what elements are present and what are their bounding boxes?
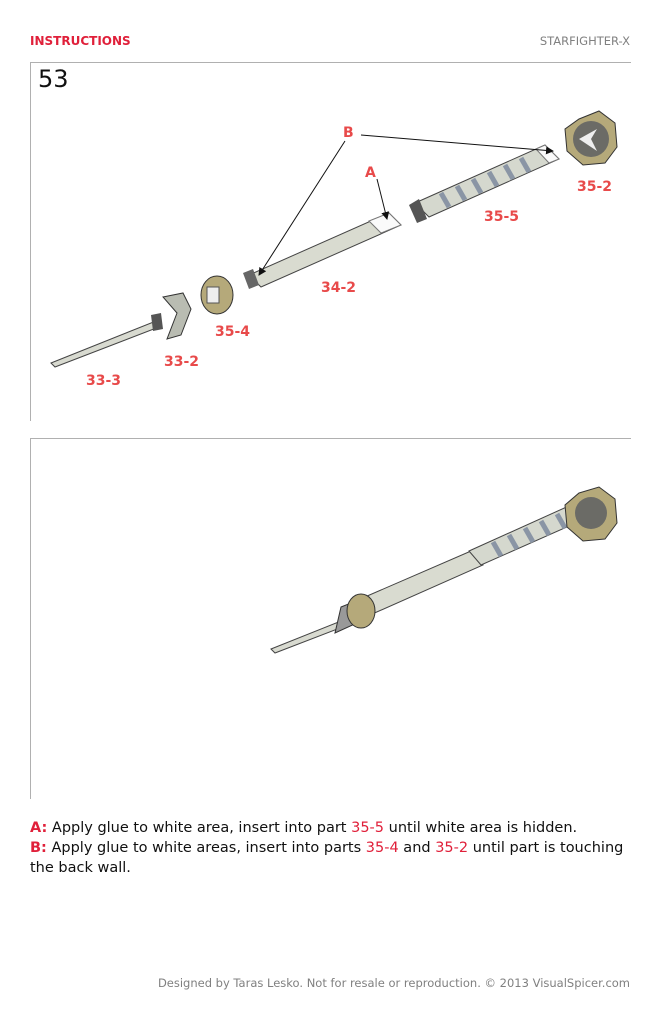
model-title: STARFIGHTER-X bbox=[539, 34, 630, 48]
part-35-4 bbox=[201, 276, 233, 314]
part-ref-35-5: 35-5 bbox=[351, 820, 385, 836]
instruction-a-text: Apply glue to white area, insert into part bbox=[47, 820, 352, 836]
instruction-b-and: and bbox=[398, 840, 436, 856]
assembled-part bbox=[271, 487, 617, 653]
step-number: 53 bbox=[38, 65, 69, 93]
label-33-3: 33-3 bbox=[86, 373, 122, 389]
arrow-a bbox=[377, 179, 387, 219]
footer-copyright: Designed by Taras Lesko. Not for resale or reproduction. © 2013 VisualSpicer.com bbox=[157, 976, 630, 990]
instruction-a bbox=[30, 818, 630, 838]
label-33-2: 33-2 bbox=[164, 354, 200, 370]
instruction-b-text-end: until part is touching the back wall. bbox=[30, 840, 624, 876]
section-header: INSTRUCTIONS bbox=[30, 34, 131, 48]
part-35-2 bbox=[565, 111, 617, 165]
label-34-2: 34-2 bbox=[321, 280, 357, 296]
arrow-b-to-35-2 bbox=[361, 135, 553, 151]
instruction-a-text-end: until white area is hidden. bbox=[384, 820, 578, 836]
part-33-2 bbox=[163, 293, 191, 339]
instruction-b bbox=[30, 838, 630, 878]
label-35-5: 35-5 bbox=[484, 209, 520, 225]
instruction-b-key: B: bbox=[30, 840, 47, 856]
step-panel-exploded bbox=[30, 62, 631, 421]
label-35-2: 35-2 bbox=[577, 179, 613, 195]
part-ref-35-4: 35-4 bbox=[365, 840, 399, 856]
part-ref-35-2: 35-2 bbox=[435, 840, 469, 856]
part-33-3 bbox=[51, 313, 163, 367]
instruction-a-key: A: bbox=[30, 820, 48, 836]
instruction-b-text: Apply glue to white areas, insert into parts bbox=[46, 840, 366, 856]
exploded-diagram bbox=[31, 63, 631, 421]
instructions-text bbox=[30, 818, 630, 878]
label-a: A bbox=[365, 165, 376, 181]
part-34-2 bbox=[243, 213, 401, 289]
step-panel-assembled bbox=[30, 438, 631, 799]
assembled-diagram bbox=[31, 439, 631, 799]
label-35-4: 35-4 bbox=[215, 324, 251, 340]
label-b: B bbox=[343, 125, 354, 141]
